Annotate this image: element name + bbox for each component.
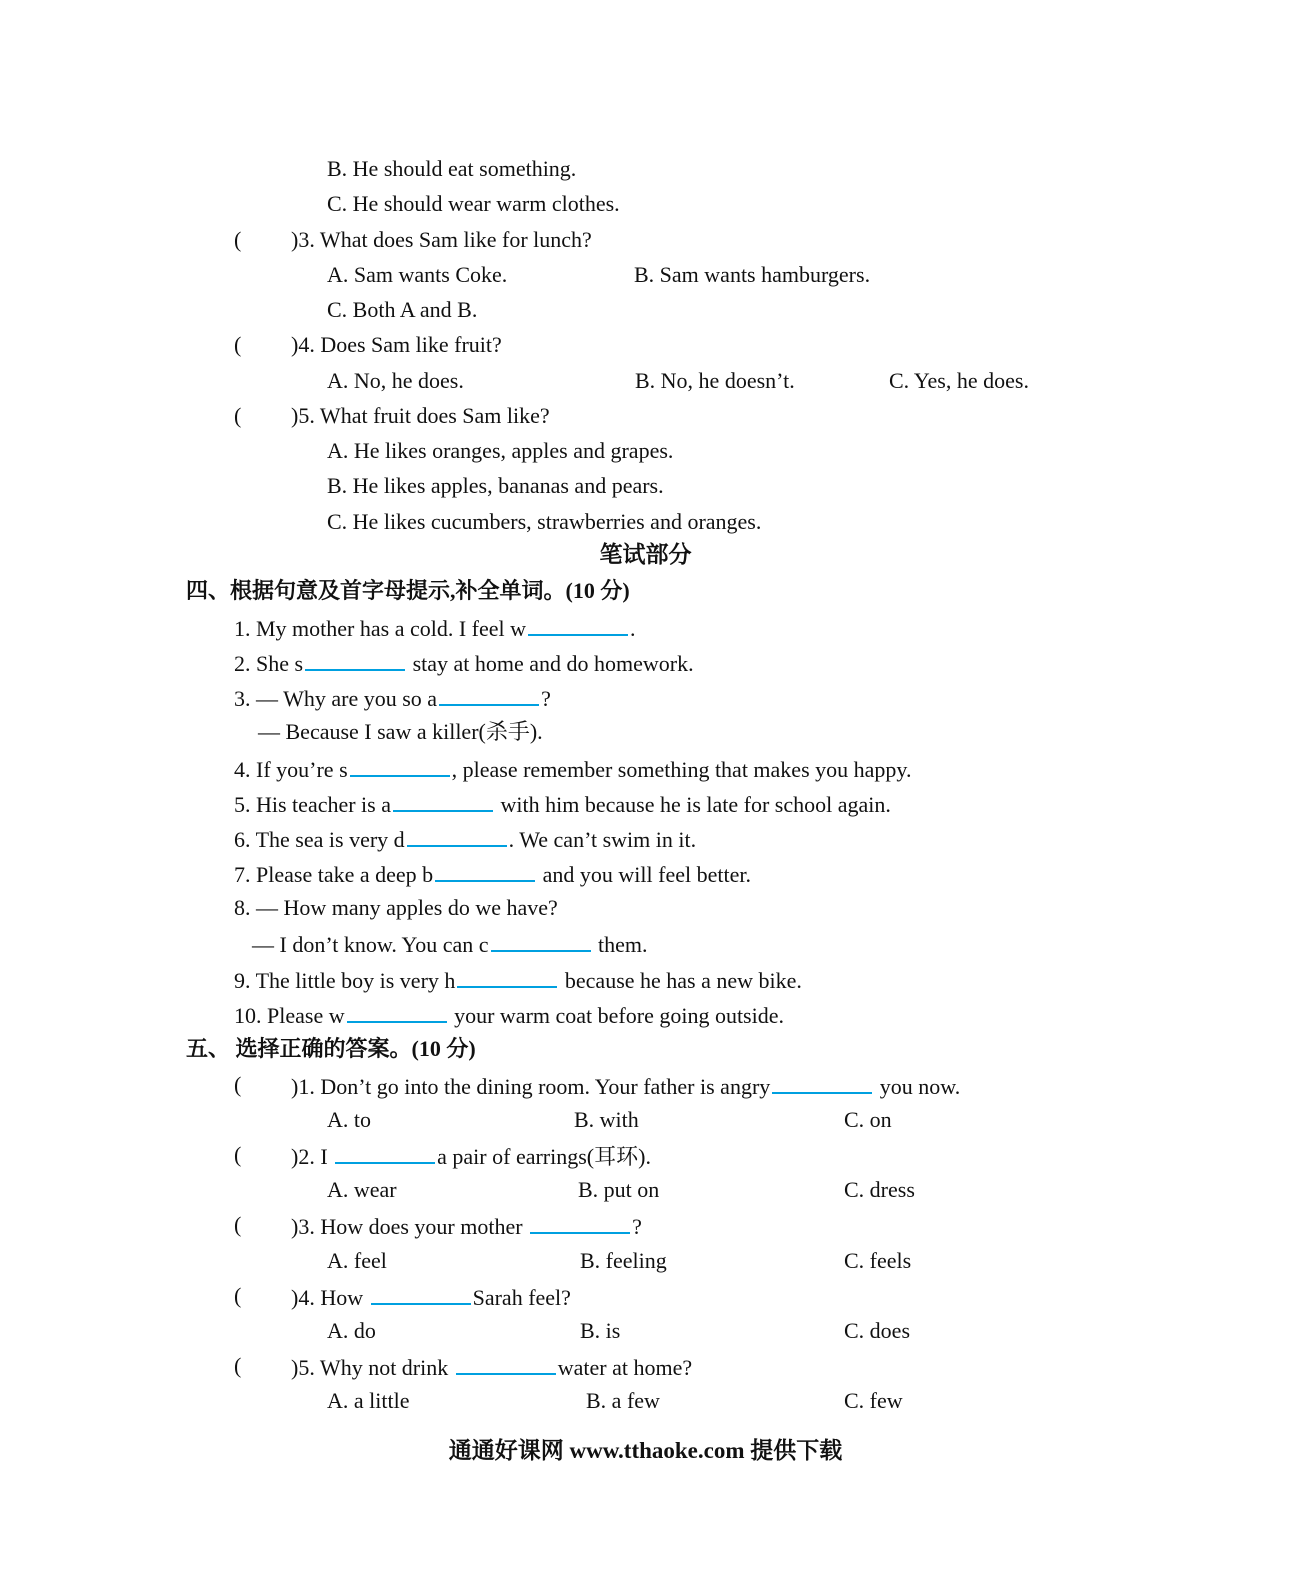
- s4-item-5: [234, 788, 891, 820]
- s5-stem-text: a pair of earrings(耳环).: [437, 1144, 651, 1169]
- footer-source: 通通好课网 www.tthaoke.com 提供下载: [448, 1438, 843, 1463]
- s5-stem-text: Sarah feel?: [472, 1285, 571, 1310]
- s4-item-text: stay at home and do homework.: [412, 651, 694, 676]
- s4-item-3: [234, 682, 551, 714]
- s5-q4-stem: [291, 1281, 571, 1313]
- s5-q5-stem: [291, 1351, 692, 1383]
- q3-option-a: A. Sam wants Coke.: [327, 262, 508, 287]
- s5-q5-option-c: C. few: [844, 1388, 903, 1413]
- s5-stem-text: you now.: [879, 1074, 961, 1099]
- s4-item-6: [234, 823, 696, 855]
- s5-stem-text: )1. Don’t go into the dining room. Your father is angry: [291, 1074, 771, 1099]
- s4-item-text: 4. If you’re s: [234, 757, 348, 782]
- answer-blank[interactable]: [371, 1281, 471, 1305]
- s5-q4-option-b: B. is: [580, 1318, 621, 1343]
- q4-option-a: A. No, he does.: [327, 368, 464, 393]
- s4-item-text: because he has a new bike.: [564, 968, 802, 993]
- s5-q2-option-c: C. dress: [844, 1177, 915, 1202]
- s4-item-text: 5. His teacher is a: [234, 792, 391, 817]
- answer-blank[interactable]: [491, 928, 591, 952]
- s5-stem-text: ?: [632, 1214, 642, 1239]
- s5-q4-option-c: C. does: [844, 1318, 910, 1343]
- s4-item-text: 1. My mother has a cold. I feel w: [234, 616, 527, 641]
- s4-item-text: 2. She s: [234, 651, 304, 676]
- answer-blank[interactable]: [439, 682, 539, 706]
- section4-title: 四、根据句意及首字母提示,补全单词。(10 分): [186, 578, 630, 603]
- answer-paren[interactable]: (: [234, 332, 242, 357]
- s5-stem-text: )2. I: [291, 1144, 328, 1169]
- s4-item-text: 10. Please w: [234, 1003, 345, 1028]
- answer-blank[interactable]: [530, 1210, 630, 1234]
- s5-stem-text: )3. How does your mother: [291, 1214, 523, 1239]
- answer-blank[interactable]: [772, 1070, 872, 1094]
- q5-stem: )5. What fruit does Sam like?: [291, 403, 550, 428]
- s4-item-text: . We can’t swim in it.: [508, 827, 697, 852]
- answer-paren[interactable]: (: [234, 403, 242, 428]
- s4-item-1: [234, 612, 636, 644]
- q5-option-b: B. He likes apples, bananas and pears.: [327, 473, 664, 498]
- q3-option-b: B. Sam wants hamburgers.: [634, 262, 871, 287]
- answer-paren[interactable]: (: [234, 1072, 242, 1097]
- s5-q3-option-b: B. feeling: [580, 1248, 667, 1273]
- answer-blank[interactable]: [435, 858, 535, 882]
- answer-blank[interactable]: [528, 612, 628, 636]
- q5-option-a: A. He likes oranges, apples and grapes.: [327, 438, 674, 463]
- answer-paren[interactable]: (: [234, 1283, 242, 1308]
- q2-option-c: C. He should wear warm clothes.: [327, 191, 620, 216]
- answer-blank[interactable]: [456, 1351, 556, 1375]
- s5-stem-text: )4. How: [291, 1285, 364, 1310]
- s4-item-text: — I don’t know. You can c: [252, 932, 489, 957]
- s5-q5-option-b: B. a few: [586, 1388, 660, 1413]
- answer-blank[interactable]: [305, 647, 405, 671]
- s5-q1-option-b: B. with: [574, 1107, 639, 1132]
- answer-paren[interactable]: (: [234, 1353, 242, 1378]
- section5-title: 五、 选择正确的答案。(10 分): [186, 1036, 476, 1061]
- s4-item-2: [234, 647, 694, 679]
- s4-item-text: with him because he is late for school again.: [500, 792, 891, 817]
- s4-item-8: 8. — How many apples do we have?: [234, 895, 558, 920]
- s5-stem-text: )5. Why not drink: [291, 1355, 449, 1380]
- q4-option-b: B. No, he doesn’t.: [635, 368, 795, 393]
- s4-item-text: 6. The sea is very d: [234, 827, 405, 852]
- answer-paren[interactable]: (: [234, 1212, 242, 1237]
- s5-stem-text: water at home?: [557, 1355, 693, 1380]
- q4-stem: )4. Does Sam like fruit?: [291, 332, 502, 357]
- answer-paren[interactable]: (: [234, 1142, 242, 1167]
- s4-item-7: [234, 858, 751, 890]
- answer-blank[interactable]: [347, 999, 447, 1023]
- answer-paren[interactable]: (: [234, 227, 242, 252]
- s5-q4-option-a: A. do: [327, 1318, 376, 1343]
- s5-q2-option-b: B. put on: [578, 1177, 660, 1202]
- s4-item-10: [234, 999, 784, 1031]
- s4-item-text: them.: [598, 932, 648, 957]
- s4-item-text: .: [630, 616, 636, 641]
- q3-option-c: C. Both A and B.: [327, 297, 478, 322]
- s5-q1-stem: [291, 1070, 960, 1102]
- s5-q1-option-c: C. on: [844, 1107, 892, 1132]
- q2-option-b: B. He should eat something.: [327, 156, 577, 181]
- s4-item-9: [234, 964, 802, 996]
- s5-q5-option-a: A. a little: [327, 1388, 410, 1413]
- answer-blank[interactable]: [393, 788, 493, 812]
- s5-q1-option-a: A. to: [327, 1107, 371, 1132]
- q3-stem: )3. What does Sam like for lunch?: [291, 227, 592, 252]
- s4-item-text: and you will feel better.: [542, 862, 751, 887]
- s4-item-4: [234, 753, 911, 785]
- s5-q3-stem: [291, 1210, 642, 1242]
- answer-blank[interactable]: [335, 1140, 435, 1164]
- written-part-heading: 笔试部分: [599, 542, 692, 567]
- s4-item-3-answer: — Because I saw a killer(杀手).: [258, 719, 543, 744]
- answer-blank[interactable]: [350, 753, 450, 777]
- s4-item-text: 3. — Why are you so a: [234, 686, 438, 711]
- q4-option-c: C. Yes, he does.: [889, 368, 1029, 393]
- s4-item-text: , please remember something that makes you happy.: [451, 757, 912, 782]
- s5-q2-stem: [291, 1140, 651, 1172]
- s4-item-text: 7. Please take a deep b: [234, 862, 434, 887]
- s4-item-text: ?: [541, 686, 551, 711]
- s4-item-8-answer: [252, 928, 648, 960]
- s4-item-text: your warm coat before going outside.: [454, 1003, 784, 1028]
- answer-blank[interactable]: [457, 964, 557, 988]
- s5-q3-option-c: C. feels: [844, 1248, 912, 1273]
- answer-blank[interactable]: [407, 823, 507, 847]
- s4-item-text: 9. The little boy is very h: [234, 968, 456, 993]
- s5-q3-option-a: A. feel: [327, 1248, 387, 1273]
- s5-q2-option-a: A. wear: [327, 1177, 397, 1202]
- q5-option-c: C. He likes cucumbers, strawberries and oranges.: [327, 509, 762, 534]
